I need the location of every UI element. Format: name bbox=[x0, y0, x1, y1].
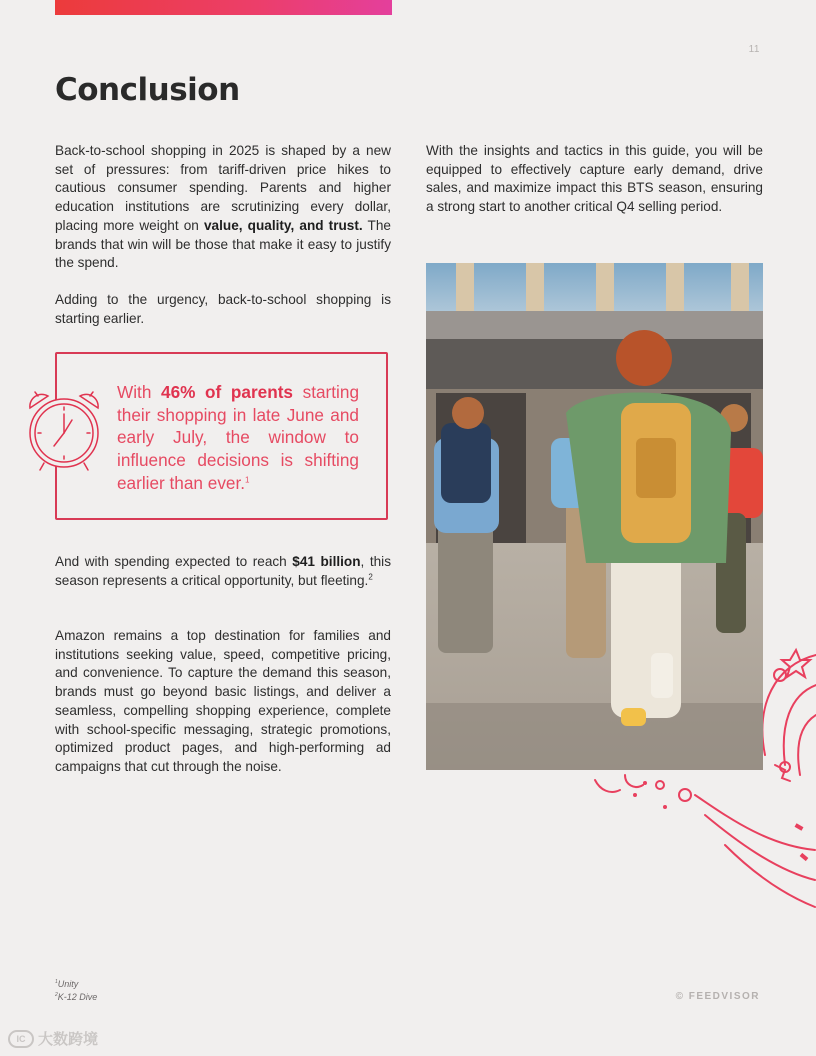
intro-paragraph: Back-to-school shopping in 2025 is shaped by a new set of pressures: from tariff-driven price hikes to cautious consumer spending. Parents and higher education institutions are scrutinizing every dollar, placing more weight on value, quality, and trust. The brands that win will be those that make it easy to justify the spend. bbox=[55, 143, 391, 271]
callout-text: With 46% of parents starting their shopping in late June and early July, the window to influence decisions is shifting earlier than ever.$^1$ bbox=[117, 382, 359, 493]
top-accent-bar bbox=[55, 0, 392, 15]
page-number: 11 bbox=[748, 44, 760, 55]
watermark-icon: IC bbox=[8, 1030, 34, 1048]
footnote-2: $^2$K-12 Dive bbox=[55, 991, 98, 1002]
watermark bbox=[8, 1028, 98, 1049]
alarm-clock-icon bbox=[26, 388, 102, 474]
urgency-paragraph: Adding to the urgency, back-to-school shopping is starting earlier. bbox=[55, 292, 391, 326]
spending-paragraph: And with spending expected to reach $41 billion, this season represents a critical opportunity, but fleeting.$^2$ bbox=[55, 554, 391, 588]
footnote-1: $^1$Unity bbox=[55, 979, 79, 989]
amazon-paragraph: Amazon remains a top destination for families and institutions seeking value, speed, competitive pricing, and convenience. To capture the demand this season, brands must go beyond basic listings, and deliver a seamless, compelling shopping experience, complete with school-specific messaging, strategic promotions, optimized product pages, and high-performing ad campaigns that cut through the noise. bbox=[55, 628, 391, 774]
students-running-photo bbox=[426, 263, 763, 770]
footnotes bbox=[55, 978, 97, 1003]
copyright: © FEEDVISOR bbox=[675, 991, 760, 1002]
page-title: Conclusion bbox=[55, 72, 240, 108]
watermark-text: 大数跨境 bbox=[38, 1031, 99, 1048]
callout-box bbox=[55, 352, 388, 520]
insights-paragraph: With the insights and tactics in this guide, you will be equipped to effectively capture early demand, drive sales, and maximize impact this BTS season, ensuring a strong start to another critical Q4 selling period. bbox=[426, 143, 763, 215]
